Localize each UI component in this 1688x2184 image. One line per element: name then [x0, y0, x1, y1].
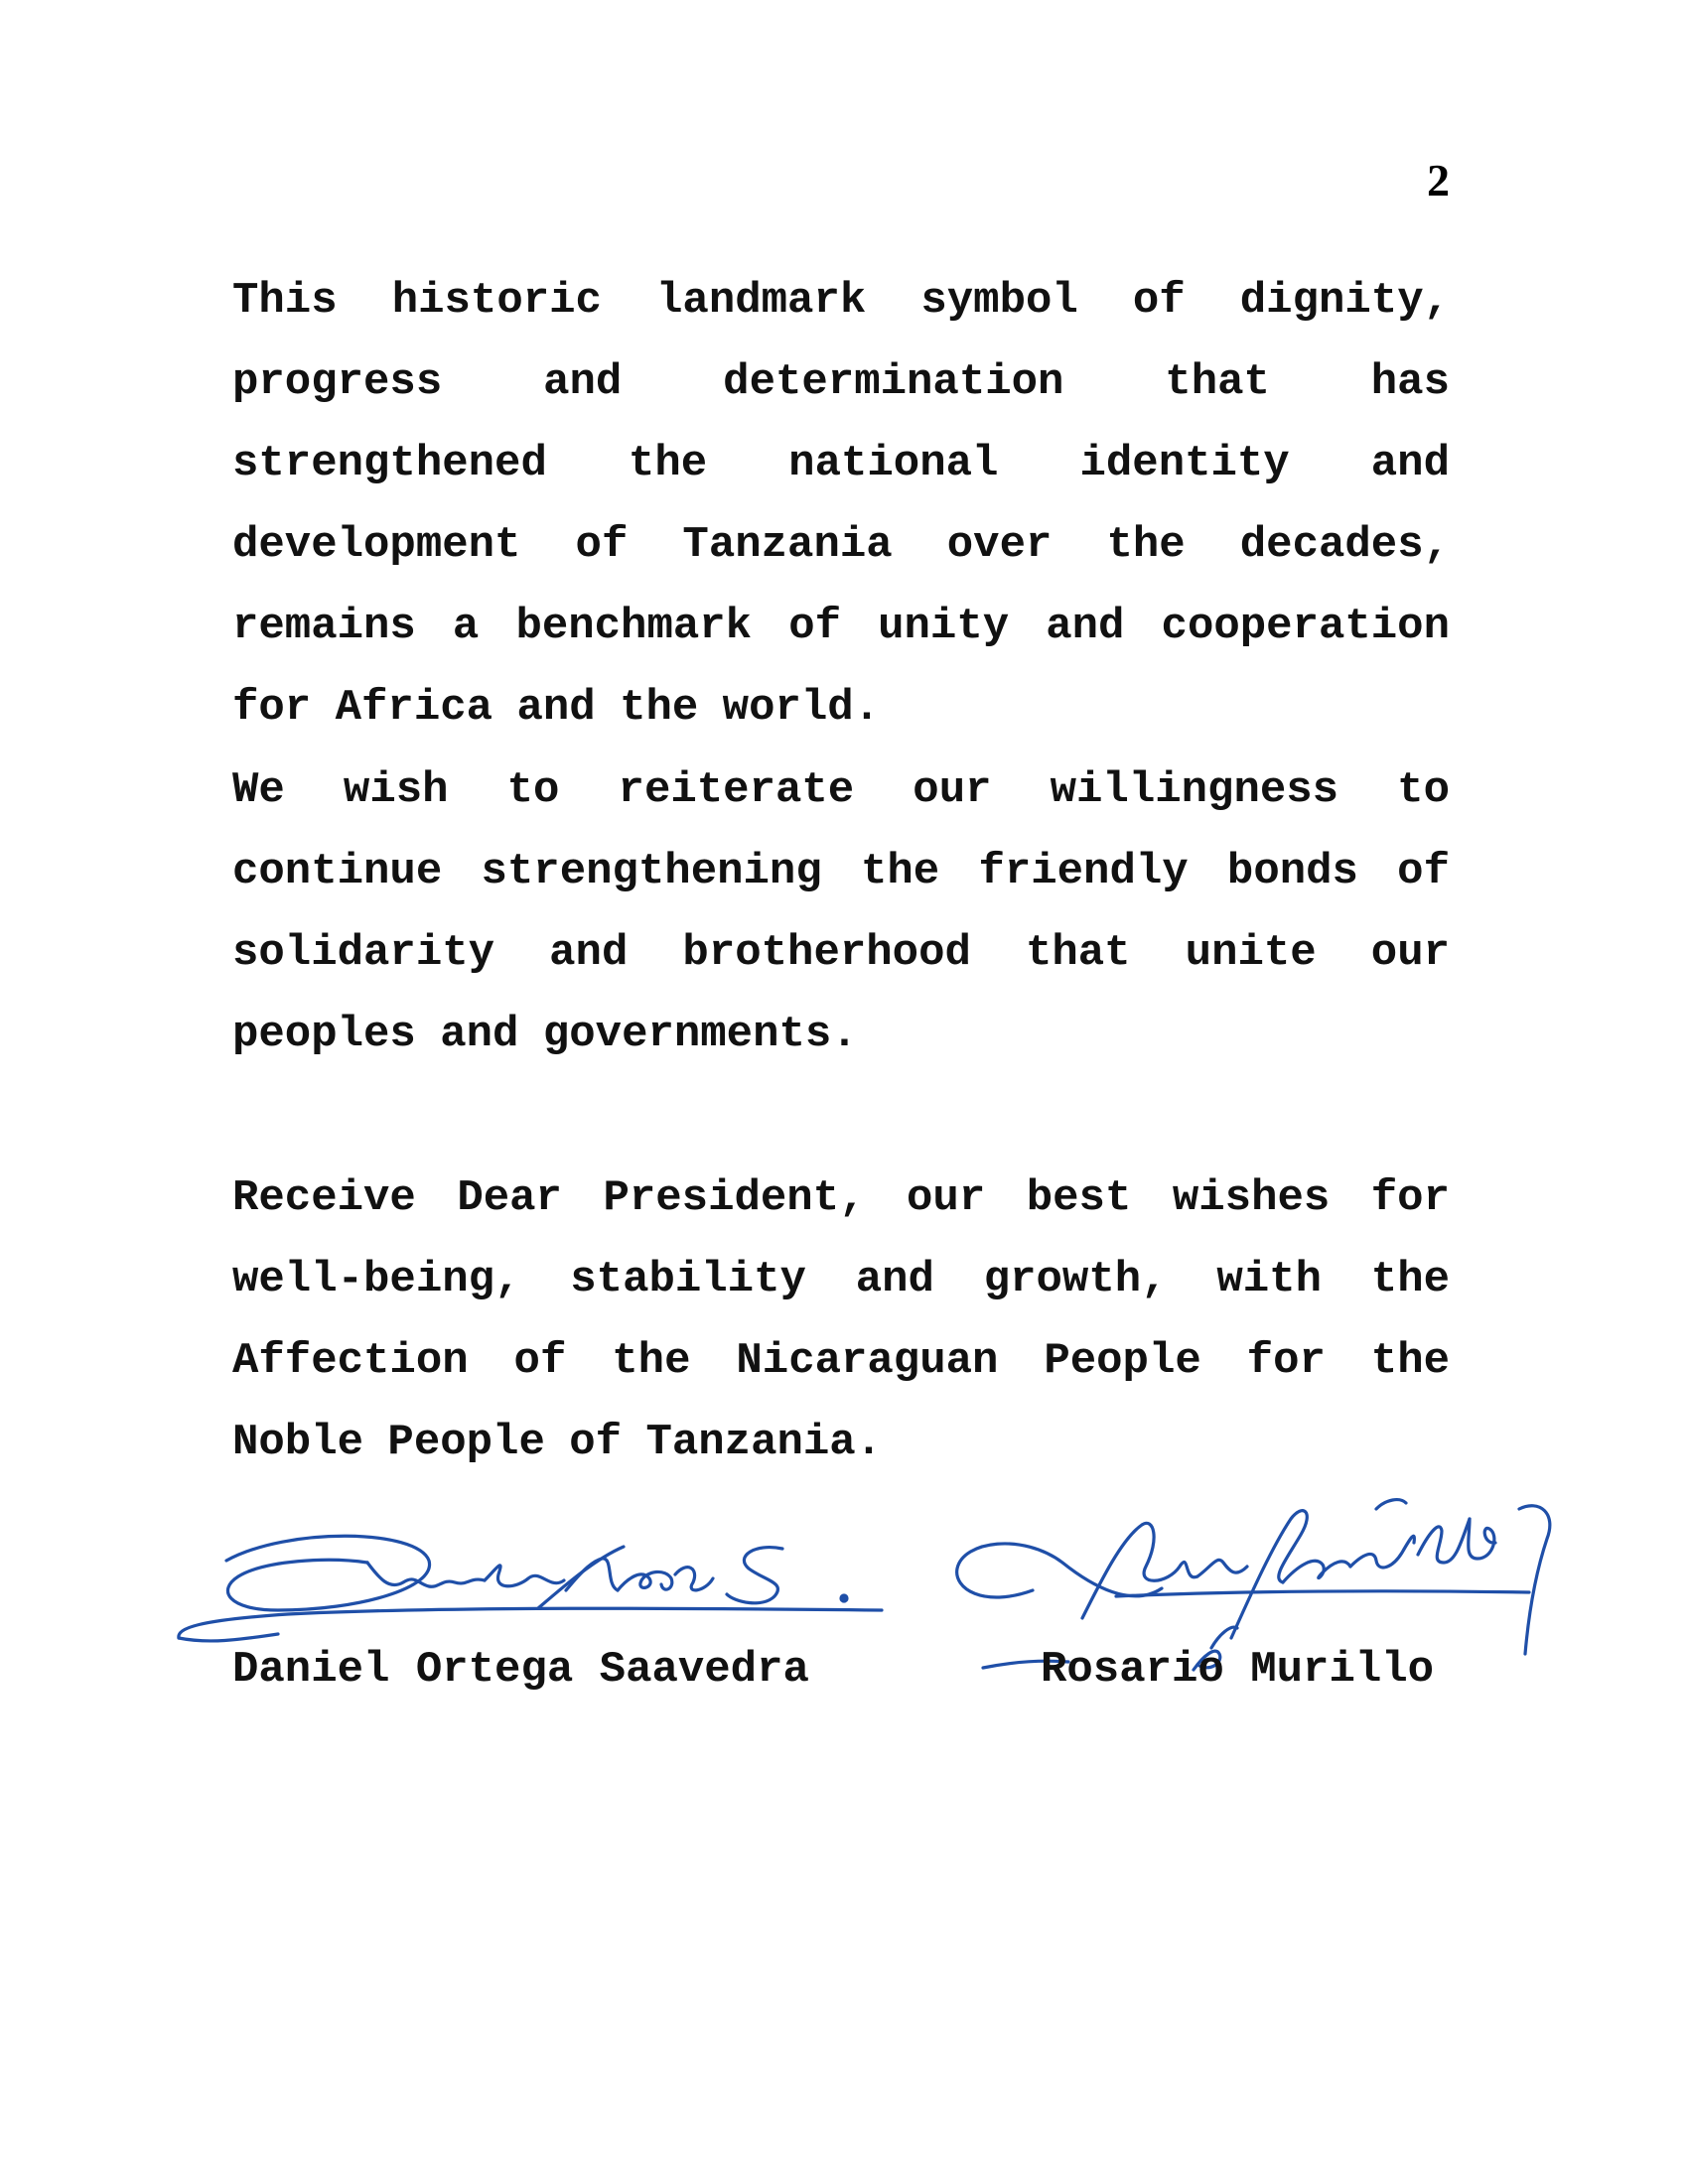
signer-name-rosario-murillo: Rosario Murillo	[1041, 1645, 1435, 1695]
paragraph-willingness: We wish to reiterate our willingness to continue strengthening the friendly bonds of solidarity and brotherhood that unite our peoples and governments.	[232, 765, 1450, 1059]
page-number: 2	[1427, 155, 1450, 205]
paragraph-best-wishes: Receive Dear President, our best wishes for well-being, stability and growth, with the Affection of the Nicaraguan People for the Noble People of Tanzania.	[232, 1173, 1450, 1467]
signer-name-daniel-ortega: Daniel Ortega Saavedra	[232, 1645, 809, 1695]
paragraph-landmark: This historic landmark symbol of dignity, progress and determination that has strengthened the national identity and development of Tanzania over the decades, remains a benchmark of unity and cooperation for Africa and the world.	[232, 276, 1450, 733]
signature-daniel-ortega	[169, 1499, 894, 1658]
